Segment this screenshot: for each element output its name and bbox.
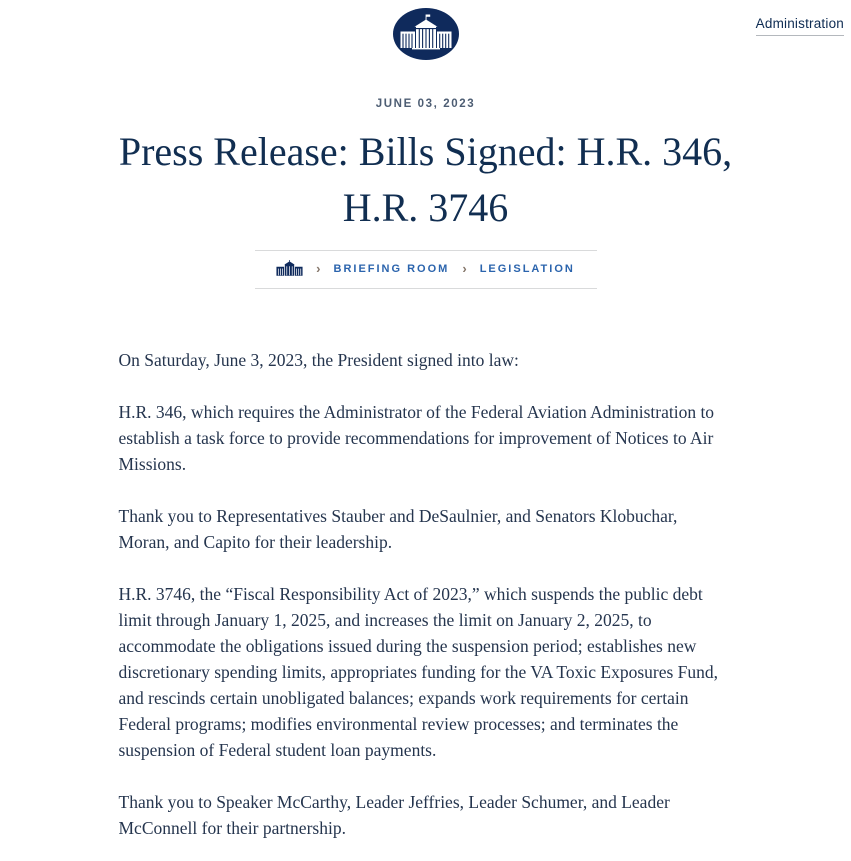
article-date: JUNE 03, 2023 <box>375 98 476 110</box>
white-house-icon <box>276 260 303 278</box>
title-line-1: Press Release: Bills Signed: H.R. 346, <box>118 129 733 174</box>
press-release-main <box>0 98 851 841</box>
administration-link[interactable]: Administration <box>756 16 844 36</box>
breadcrumb-legislation[interactable]: LEGISLATION <box>479 263 575 275</box>
breadcrumb <box>255 250 597 289</box>
breadcrumb-home-link[interactable] <box>276 260 303 278</box>
white-house-logo-icon <box>393 8 459 60</box>
article-body <box>119 347 733 841</box>
white-house-logo[interactable] <box>393 8 459 60</box>
breadcrumb-briefing-room[interactable]: BRIEFING ROOM <box>333 263 450 275</box>
title-line-2: H.R. 3746 <box>342 185 509 230</box>
chevron-right-icon: › <box>316 260 321 276</box>
paragraph-hr346: H.R. 346, which requires the Administrator of the Federal Aviation Administration to establish a task force to provide recommendations for improvement of Notices to Air Missions. <box>118 402 715 474</box>
paragraph-hr3746: H.R. 3746, the “Fiscal Responsibility Act of 2023,” which suspends the public debt limit through January 1, 2025, and increases the limit on January 2, 2025, to accommodate the obligations issued during the suspension period; establishes new discretionary spending limits, appropriates funding for the VA Toxic Exposures Fund, and rescinds certain unobligated balances; expands work requirements for certain Federal programs; modifies environmental review processes; and terminates the suspension of Federal student loan payments. <box>118 584 719 760</box>
chevron-right-icon: › <box>462 260 467 276</box>
paragraph-intro: On Saturday, June 3, 2023, the President signed into law: <box>118 350 519 370</box>
paragraph-thanks-hr346: Thank you to Representatives Stauber and DeSaulnier, and Senators Klobuchar, Moran, and Capito for their leadership. <box>118 506 678 552</box>
site-header <box>0 0 851 62</box>
page-title <box>26 124 826 236</box>
paragraph-thanks-hr3746: Thank you to Speaker McCarthy, Leader Jeffries, Leader Schumer, and Leader McConnell for their partnership. <box>118 792 670 838</box>
